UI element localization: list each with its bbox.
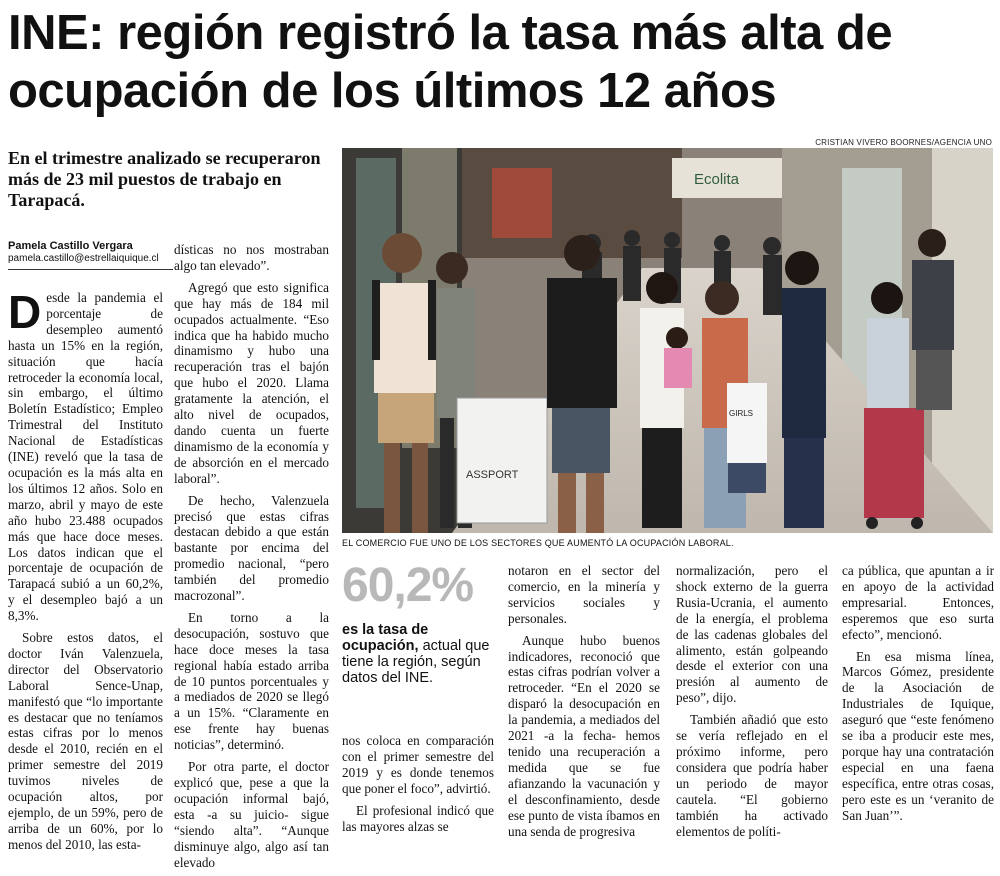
bag-text: ASSPORT xyxy=(466,469,519,481)
photo-credit: CRISTIAN VIVERO BOORNES/AGENCIA UNO xyxy=(815,138,992,147)
article-paragraph: También añadió que esto se vería reflejado en el próximo informe, pero considera que podría haber un periodo de mayor cautela. “El gobierno también ha activado elementos de políti- xyxy=(676,712,828,839)
article-paragraph: De hecho, Valenzuela precisó que estas cifras destacan debido a que están bastante por encima del promedio nacional, “pero también del promedio macrozonal”. xyxy=(174,492,329,604)
pull-quote xyxy=(342,560,494,686)
pull-quote-lead: es la tasa de ocupación, xyxy=(342,622,429,654)
article-column-1 xyxy=(8,286,163,859)
lead-text: esde la pandemia el porcentaje de desempleo aumentó hasta un 15% en la región, situación que hacía retroceder la economía local, sin embargo, el último Boletín Estadístico; Empleo Trimestral del Instituto Nacional de Estadísticas (INE) reveló que la tasa de ocupación es la más alta en los últimos 12 años. Solo en marzo, abril y mayo de este año hubo 23.488 ocupados más que hace doce meses. Los datos indican que el porcentaje de ocupación de Tarapacá subió a un 60,2%, y el desempleo bajó a un 8,3%. xyxy=(8,290,163,624)
pull-quote-rest: actual que tiene la región, según datos del INE. xyxy=(342,638,490,686)
photo-caption: EL COMERCIO FUE UNO DE LOS SECTORES QUE AUMENTÓ LA OCUPACIÓN LABORAL. xyxy=(342,538,734,548)
article-paragraph: normalización, pero el shock externo de la guerra Rusia-Ucrania, el aumento de la energía, el problema de las cadenas globales del alimento, están golpeando desde el exterior con una presión al aumento de peso”, dijo. xyxy=(676,563,828,706)
article-paragraph: nos coloca en comparación con el primer semestre del 2019 y es donde tenemos que poner el foco”, advirtió. xyxy=(342,733,494,796)
pull-quote-number: 60,2% xyxy=(342,559,474,612)
article-paragraph: dísticas no nos mostraban algo tan elevado”. xyxy=(174,242,329,273)
article-column-5 xyxy=(676,563,828,845)
article-column-3 xyxy=(342,733,494,840)
article-paragraph: Agregó que esto significa que hay más de 184 mil ocupados actualmente. “Eso indica que ha habido mucho dinamismo y hubo una recuperación tras el bajón que hubo el 2020. Llama gratamente la atención, el alto nivel de ocupados, dando cuenta un fuerte dinamismo de la economía y de absorción en el mercado laboral”. xyxy=(174,279,329,486)
lead-paragraph xyxy=(8,286,163,624)
article-column-6 xyxy=(842,563,994,830)
byline xyxy=(8,240,173,270)
shirt-text: GIRLS xyxy=(729,409,754,418)
article-paragraph: ca pública, que apuntan a ir en apoyo de la actividad empresarial. Entonces, esperemos que eso surta efecto”, mencionó. xyxy=(842,563,994,642)
article-paragraph: notaron en el sector del comercio, en la minería y servicios sociales y personales. xyxy=(508,563,660,626)
article-paragraph: Aunque hubo buenos indicadores, reconoció que estas cifras podrían volver a retroceder. “En el 2020 se disparó la desocupación en la pandemia, a mediados del 2021 -a la fecha- hemos tenido una recuperación a medida que se fue afianzando la vacunación y el desconfinamiento, desde ese punto de vista íbamos en una senda de progresiva xyxy=(508,632,660,839)
article-paragraph: En esa misma línea, Marcos Gómez, presidente de la Asociación de Industriales de Iquique, aseguró que “este fenómeno se iba a producir este mes, porque hay una contratación especial en una faena específica, entre otras cosas, pero este es un ‘veranito de San Juan’”. xyxy=(842,648,994,823)
article-column-2 xyxy=(174,242,329,876)
shop-sign-text: Ecolita xyxy=(694,171,740,188)
pull-quote-text xyxy=(342,622,494,686)
article-column-4 xyxy=(508,563,660,845)
shopping-street-photo xyxy=(342,148,993,533)
article-paragraph: Por otra parte, el doctor explicó que, pese a que la ocupación informal bajó, esta -a su juicio- sigue “siendo alta”. “Aunque disminuye algo, algo así tan elevado xyxy=(174,759,329,870)
news-photo xyxy=(342,148,993,533)
drop-cap: D xyxy=(8,286,42,338)
byline-divider xyxy=(8,269,173,270)
headline: INE: región registró la tasa más alta de ocupación de los últimos 12 años xyxy=(8,6,893,118)
article-paragraph: El profesional indicó que las mayores alzas se xyxy=(342,802,494,834)
author-email: pamela.castillo@estrellaiquique.cl xyxy=(8,253,159,264)
subhead: En el trimestre analizado se recuperaron más de 23 mil puestos de trabajo en Tarapacá. xyxy=(8,148,321,210)
author-name: Pamela Castillo Vergara xyxy=(8,240,133,252)
article-paragraph: Sobre estos datos, el doctor Iván Valenzuela, director del Observatorio Laboral Sence-Unap, manifestó que “lo importante es destacar que no teníamos estas cifras por lo menos desde el 2010, recién en el primer semestre del 2019 tuvimos niveles de ocupación altos, por ejemplo, de un 59%, pero de arriba de un 60%, por lo menos del 2010, las esta- xyxy=(8,630,163,852)
article-paragraph: En torno a la desocupación, sostuvo que hace doce meses la tasa regional había estado arriba de 10 puntos porcentuales y a mediados de 2020 se llegó a un 15%. “Claramente en ese frente hay buenas noticias”, determinó. xyxy=(174,609,329,753)
